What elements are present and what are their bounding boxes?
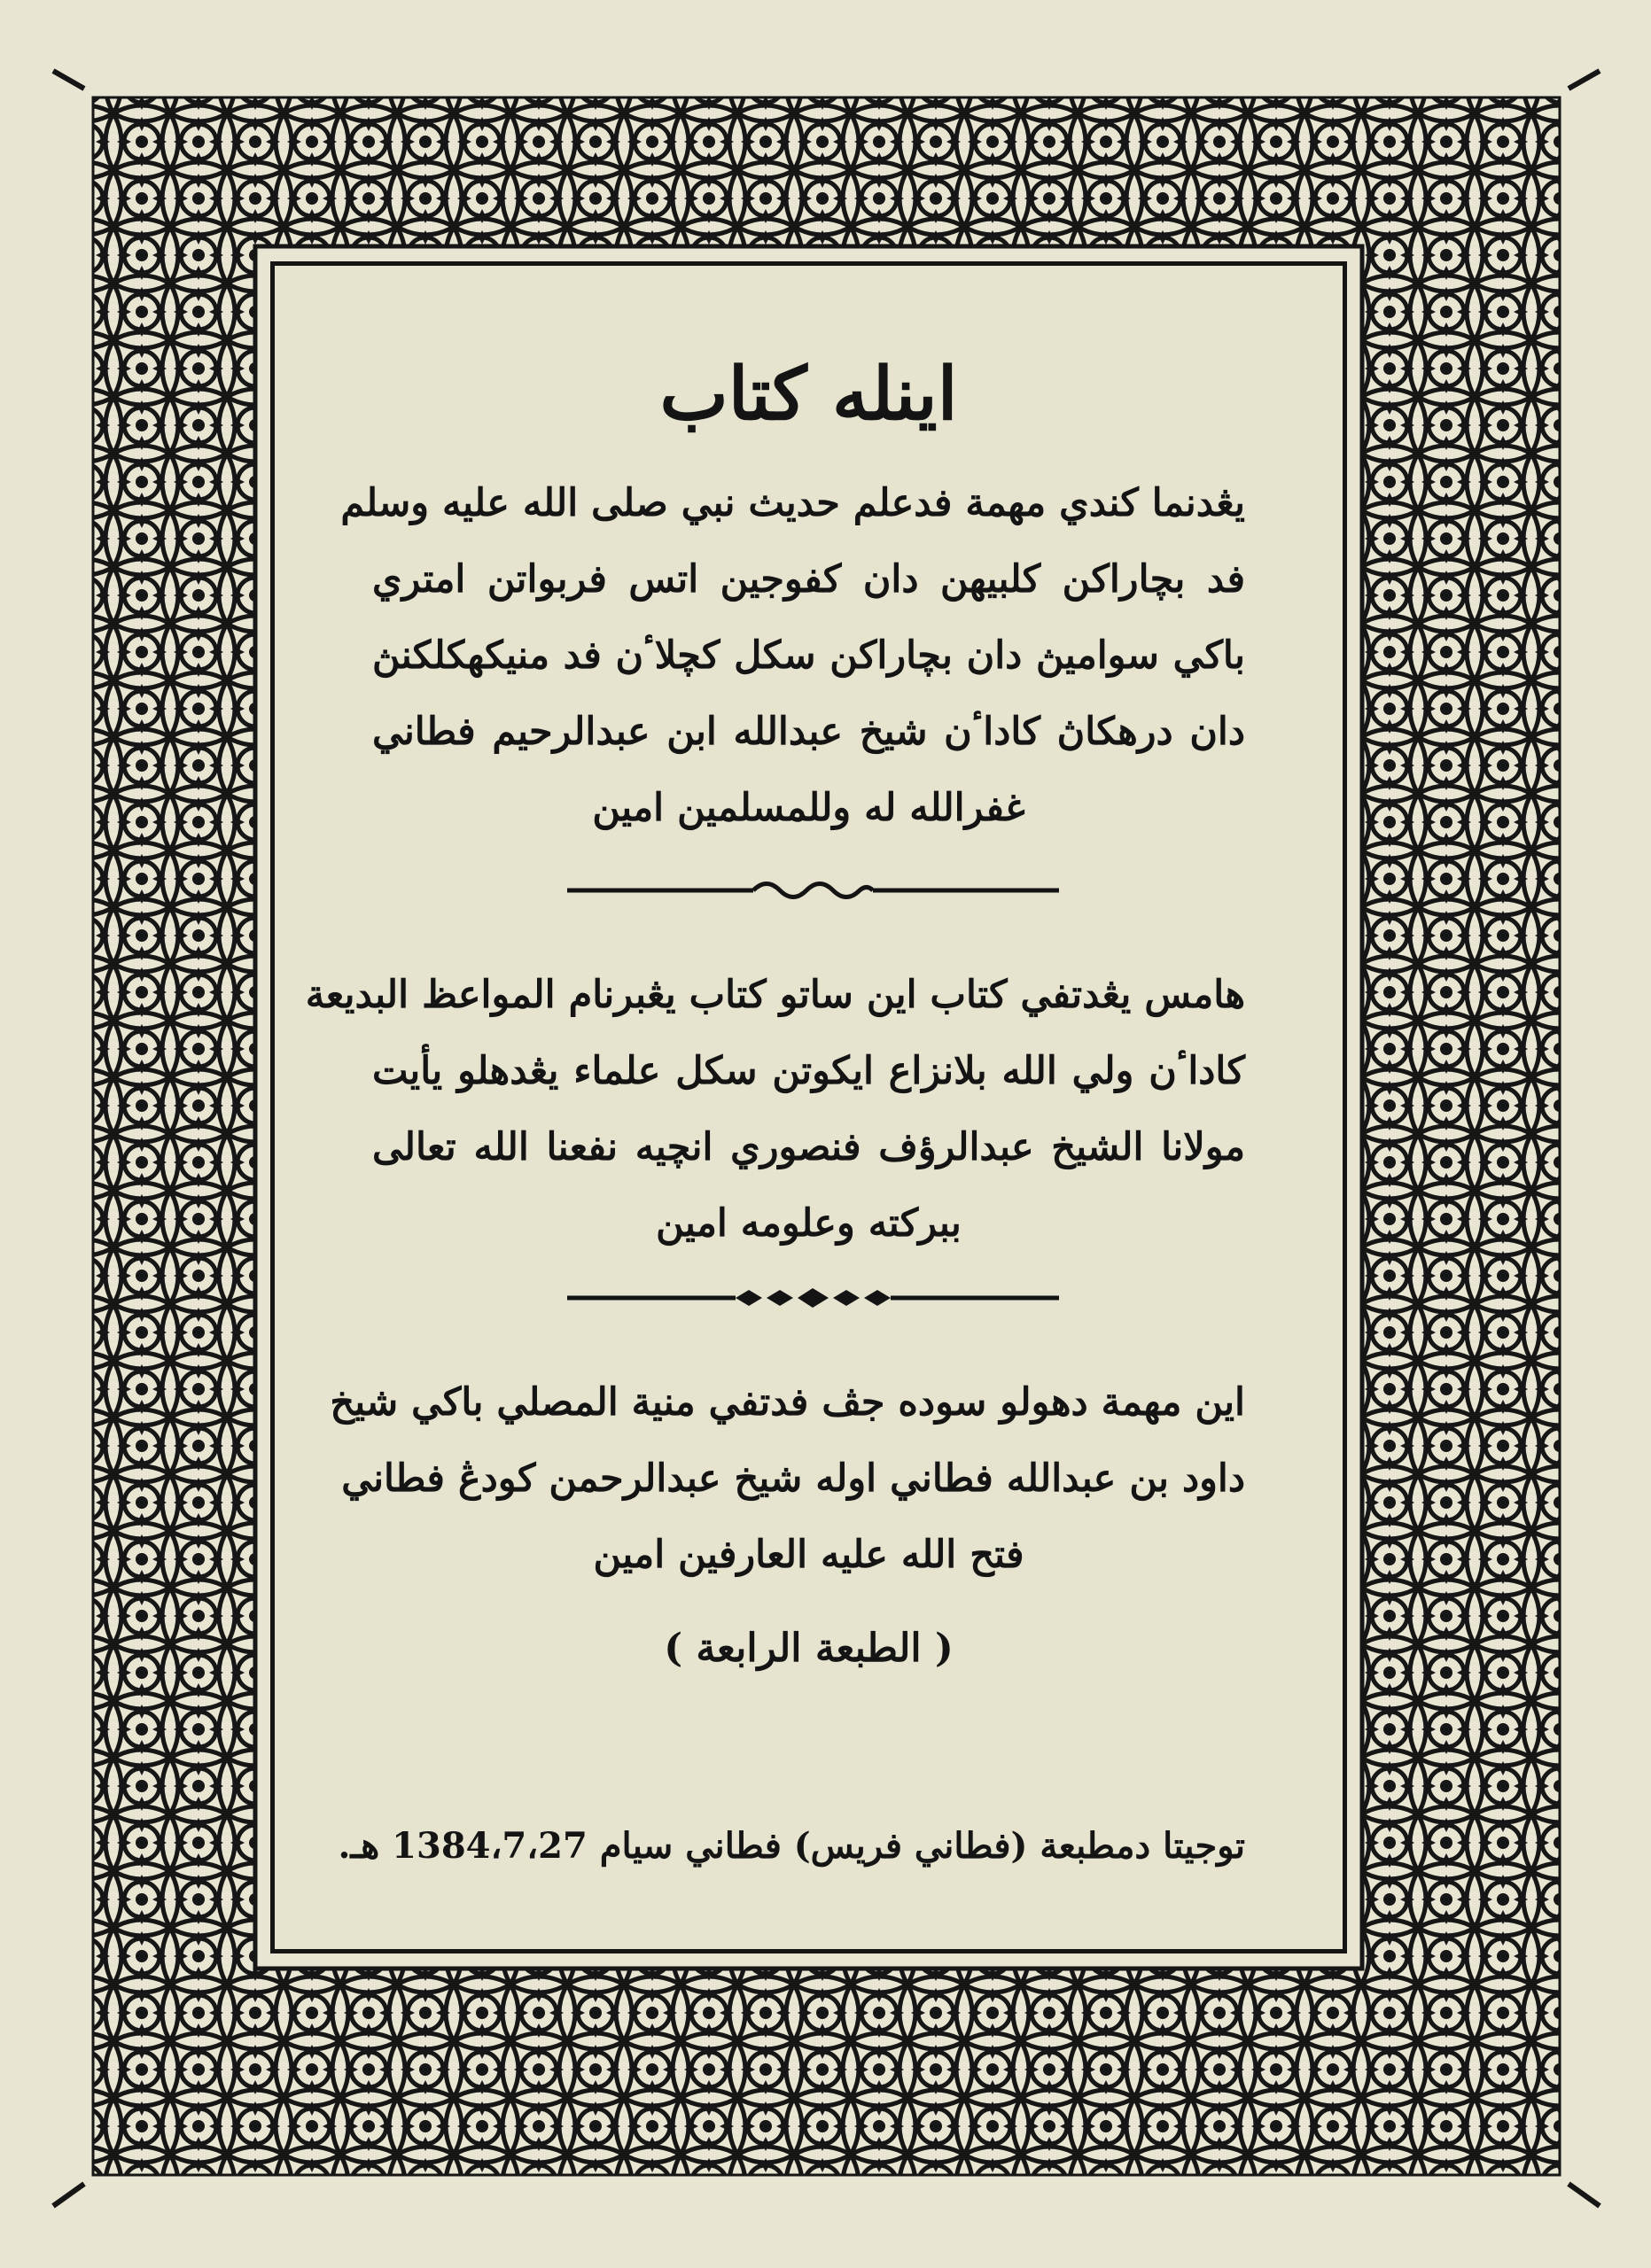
text-line: هامس يڠدتفي كتاب اين ساتو كتاب يڠبرنام المواعظ البديعة — [305, 973, 1245, 1017]
description-block-3 — [330, 1364, 1245, 1593]
page-content — [275, 266, 1343, 1949]
ornamental-divider — [567, 877, 1059, 904]
text-line: اين مهمة دهولو سوده جڤ فدتفي منية المصلي باكي شيخ — [330, 1380, 1245, 1425]
description-block-1 — [340, 465, 1246, 846]
text-line: يڠدنما كندي مهمة فدعلم حديث نبي صلى الله عليه وسلم — [340, 481, 1245, 525]
imprint-line: توجيتا دمطبعة (فطاني فريس) فطاني سيام 1384،7،27 هـ. — [338, 1825, 1245, 1867]
text-line: غفرالله له وللمسلمين امين — [592, 786, 1025, 830]
text-line: فتح الله عليه العارفين امين — [593, 1533, 1024, 1577]
text-line: كاداٴن ولي الله بلانزاع ايكوتن سكل علماء يڠدهلو يأيت — [372, 1049, 1245, 1093]
edition-label: ( الطبعة الرابعة ) — [664, 1626, 954, 1671]
text-line: فد بچاراكن كلبيهن دان كفوجين اتس فربواتن امتري — [372, 557, 1246, 602]
book-title: اينله كتاب — [659, 352, 958, 437]
text-panel — [270, 261, 1347, 1953]
text-line: مولانا الشيخ عبدالرؤف فنصوري انچيه نفعنا الله تعالى — [372, 1125, 1245, 1169]
text-line: باكي سواميڽ دان بچاراكن سكل كچلاٴن فد منيكهكلكنڽ — [372, 633, 1245, 678]
text-line: دان درهكاڽ كاداٴن شيخ عبدالله ابن عبدالرحيم فطاني — [372, 710, 1245, 754]
ornamental-divider — [567, 1285, 1059, 1311]
description-block-2 — [305, 957, 1245, 1262]
text-line: ببركته وعلومه امين — [656, 1201, 962, 1246]
text-line: داود بن عبدالله فطاني اوله شيخ عبدالرحمن كودڠ فطاني — [341, 1456, 1245, 1501]
